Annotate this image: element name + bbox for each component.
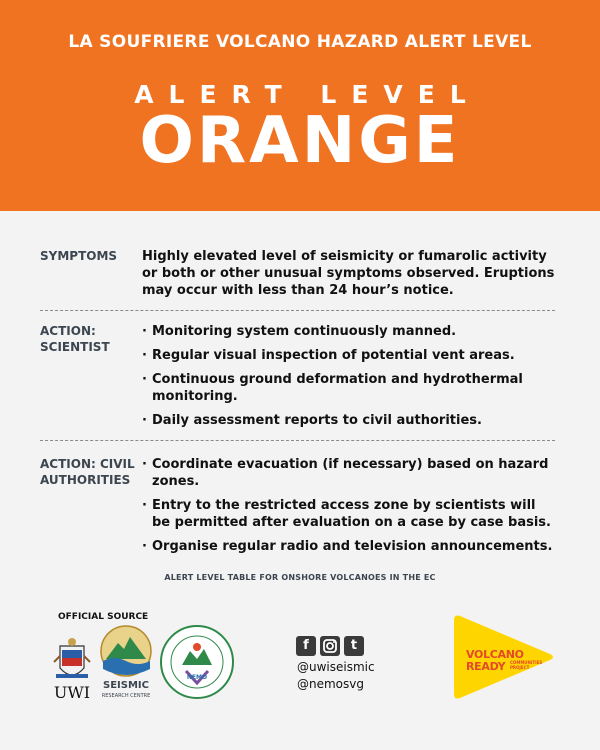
symptoms-text: Highly elevated level of seismicity or fumarolic activity or both or other unusual symptoms observed. Eruptions may occur with less than 24 hour’s notice. [142, 249, 555, 298]
bullet-dot: · [142, 348, 147, 363]
divider [40, 440, 555, 441]
list-item [142, 497, 555, 531]
table-caption: ALERT LEVEL TABLE FOR ONSHORE VOLCANOES IN THE EC [164, 573, 436, 582]
bullet-dot: · [142, 498, 147, 513]
nemo-short-text: NEMO [186, 674, 208, 681]
handle-nemosvg[interactable]: @nemosvg [297, 677, 364, 691]
list-item-text: Entry to the restricted access zone by scientists will be permitted after evaluation on a case by case basis. [152, 498, 551, 530]
seismic-research-centre-logo-icon [100, 625, 152, 677]
bullet-dot: · [142, 413, 147, 428]
list-item [142, 323, 555, 340]
list-item-text: Daily assessment reports to civil authorities. [152, 413, 482, 428]
symptoms-label: SYMPTOMS [40, 249, 118, 263]
nemo-logo-icon [160, 625, 234, 699]
handle-uwiseismic[interactable]: @uwiseismic [297, 660, 375, 674]
list-item-text: Organise regular radio and television announcements. [152, 539, 553, 554]
uwi-wordmark: UWI [53, 683, 91, 702]
volcano-ready-tag: COMMUNITIES PROJECT [510, 660, 543, 670]
poster-title: LA SOUFRIERE VOLCANO HAZARD ALERT LEVEL [68, 32, 532, 52]
civil-actions [142, 456, 555, 562]
seismic-sub-wordmark: RESEARCH CENTRE [101, 693, 151, 699]
bullet-dot: · [142, 324, 147, 339]
divider [40, 310, 555, 311]
bullet-dot: · [142, 372, 147, 387]
instagram-icon[interactable] [320, 636, 340, 656]
official-source-label: OFFICIAL SOURCE [58, 612, 149, 622]
facebook-icon[interactable]: f [296, 636, 316, 656]
list-item-text: Regular visual inspection of potential vent areas. [152, 348, 515, 363]
list-item [142, 538, 555, 555]
alert-level-label: ALERT LEVEL [134, 80, 481, 109]
scientist-action-list [142, 323, 555, 429]
scientist-actions [142, 323, 555, 436]
volcano-ready-word1: VOLCANO [466, 648, 524, 661]
list-item [142, 456, 555, 490]
alert-level-value: ORANGE [139, 104, 461, 178]
header-banner [0, 0, 600, 211]
scientist-label: ACTION: SCIENTIST [40, 324, 110, 354]
list-item-text: Coordinate evacuation (if necessary) based on hazard zones. [152, 457, 549, 489]
civil-label: ACTION: CIVIL AUTHORITIES [40, 457, 135, 487]
list-item [142, 347, 555, 364]
list-item-text: Monitoring system continuously manned. [152, 324, 457, 339]
list-item [142, 371, 555, 405]
civil-action-list [142, 456, 555, 555]
volcano-ready-word2: READY [466, 660, 506, 673]
list-item-text: Continuous ground deformation and hydrothermal monitoring. [152, 372, 523, 404]
twitter-icon[interactable]: t [344, 636, 364, 656]
bullet-dot: · [142, 457, 147, 472]
list-item [142, 412, 555, 429]
seismic-wordmark: SEISMIC [103, 680, 149, 691]
bullet-dot: · [142, 539, 147, 554]
